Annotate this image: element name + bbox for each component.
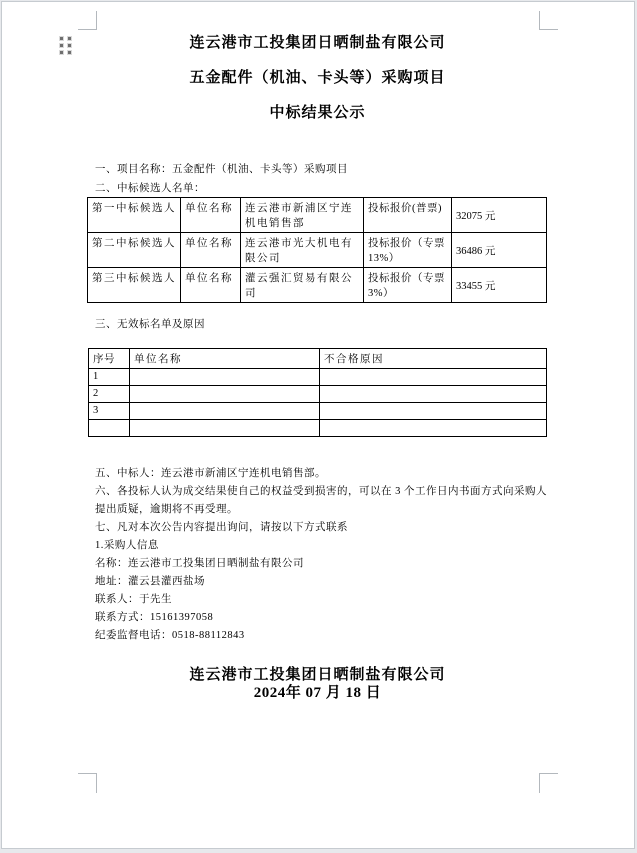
candidate-company: 连云港市光大机电有限公司 (241, 233, 364, 268)
price-label: 投标报价（专票3%） (364, 268, 452, 303)
section-2-candidate-list-heading: 二、中标候选人名单： (95, 183, 205, 194)
reason-cell (320, 420, 547, 437)
company-cell (130, 403, 320, 420)
serial-cell: 1 (89, 369, 130, 386)
candidate-company: 连云港市新浦区宁连机电销售部 (241, 198, 364, 233)
field-label: 单位名称 (181, 268, 241, 303)
table-row (89, 369, 547, 386)
reason-cell (320, 369, 547, 386)
table-row (89, 386, 547, 403)
document-title-announcement: 中标结果公示 (269, 105, 366, 121)
price-label: 投标报价(普票) (364, 198, 452, 233)
price-value: 36486 元 (452, 233, 547, 268)
company-cell (130, 386, 320, 403)
table-row (88, 268, 547, 303)
document-page[interactable] (1, 1, 635, 849)
crop-mark-bottom-left-icon (78, 773, 97, 793)
buyer-info-heading: 1.采购人信息 (95, 540, 159, 551)
table-row (89, 403, 547, 420)
section-5-winner: 五、中标人：连云港市新浦区宁连机电销售部。 (95, 468, 326, 479)
buyer-name: 名称：连云港市工投集团日晒制盐有限公司 (95, 558, 304, 569)
buyer-contact-person: 联系人：于先生 (95, 594, 172, 605)
field-label: 单位名称 (181, 233, 241, 268)
document-title-company: 连云港市工投集团日晒制盐有限公司 (189, 35, 446, 51)
crop-mark-top-left-icon (78, 11, 97, 30)
candidate-rank: 第二中标候选人 (88, 233, 181, 268)
price-value: 33455 元 (452, 268, 547, 303)
candidate-company: 灌云强汇贸易有限公司 (241, 268, 364, 303)
col-header-serial: 序号 (89, 349, 130, 369)
table-header-row (89, 349, 547, 369)
crop-mark-bottom-right-icon (539, 773, 558, 793)
section-6-objection-notice: 六、各投标人认为成交结果使自己的权益受到损害的，可以在 3 个工作日内书面方式向采购人提出质疑，逾期将不再受理。 (95, 486, 547, 515)
reason-cell (320, 403, 547, 420)
field-label: 单位名称 (181, 198, 241, 233)
crop-mark-top-right-icon (539, 11, 558, 30)
section-1-project-name: 一、项目名称：五金配件（机油、卡头等）采购项目 (95, 164, 348, 175)
price-label: 投标报价（专票13%） (364, 233, 452, 268)
buyer-address: 地址：灌云县灌西盐场 (95, 576, 205, 587)
serial-cell (89, 420, 130, 437)
section-3-invalid-bids-heading: 三、无效标名单及原因 (95, 319, 205, 330)
company-cell (130, 369, 320, 386)
candidate-rank: 第三中标候选人 (88, 268, 181, 303)
col-header-company: 单位名称 (130, 349, 320, 369)
supervision-phone: 纪委监督电话：0518-88112843 (95, 630, 245, 641)
serial-cell: 3 (89, 403, 130, 420)
section-7-contact-intro: 七、凡对本次公告内容提出询问，请按以下方式联系 (95, 522, 348, 533)
candidate-rank: 第一中标候选人 (88, 198, 181, 233)
table-row (88, 198, 547, 233)
signature-company: 连云港市工投集团日晒制盐有限公司 (189, 667, 446, 683)
table-row (89, 420, 547, 437)
buyer-phone: 联系方式：15161397058 (95, 612, 214, 623)
document-title-project: 五金配件（机油、卡头等）采购项目 (189, 70, 446, 86)
col-header-reason: 不合格原因 (320, 349, 547, 369)
candidates-table (87, 197, 547, 303)
company-cell (130, 420, 320, 437)
reason-cell (320, 386, 547, 403)
invalid-bids-table (88, 348, 547, 437)
table-row (88, 233, 547, 268)
drag-handle-icon[interactable] (60, 37, 71, 54)
signature-date: 2024年 07 月 18 日 (253, 685, 382, 701)
price-value: 32075 元 (452, 198, 547, 233)
serial-cell: 2 (89, 386, 130, 403)
